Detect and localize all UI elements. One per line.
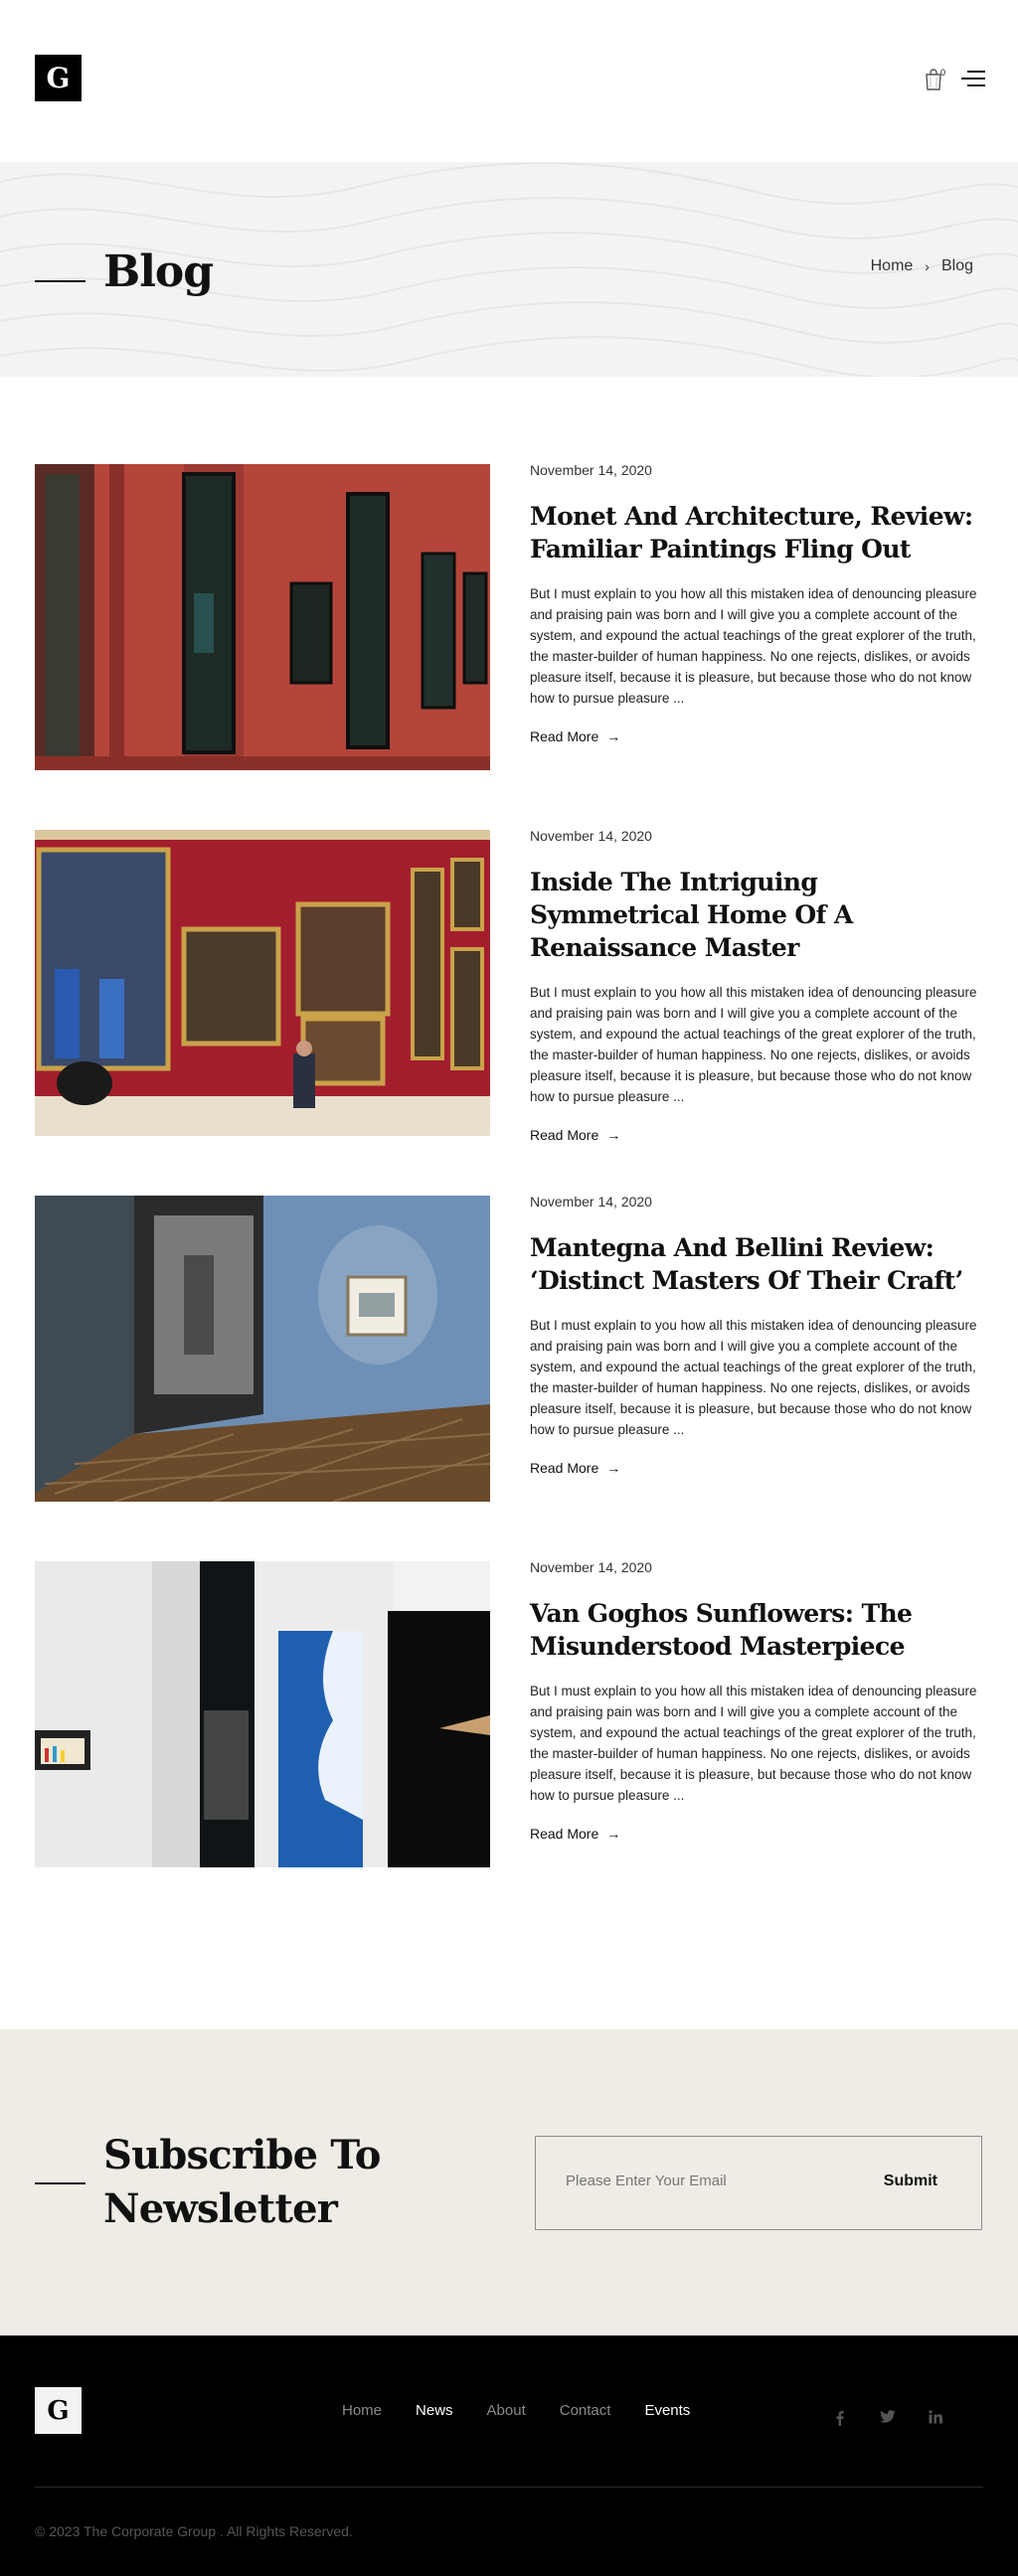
footer-logo[interactable]: G bbox=[35, 2387, 82, 2434]
post-excerpt: But I must explain to you how all this mistaken idea of denouncing pleasure and praising pain was born and I will give you a complete account of the system, and expound the actual teachings of the great explorer of the truth, the master-builder of human happiness. No one rejects, dislikes, or avoids pleasure itself, because it is pleasure, but because those who do not know how to pursue pleasure ... bbox=[530, 985, 977, 1104]
post-title[interactable]: Monet And Architecture, Review: Familiar Paintings Fling Out bbox=[530, 502, 973, 564]
hamburger-menu-icon[interactable] bbox=[961, 71, 985, 88]
cart-count-badge: 0 bbox=[940, 68, 946, 78]
arrow-right-icon: → bbox=[606, 728, 621, 744]
arrow-right-icon: → bbox=[606, 1460, 621, 1476]
chevron-right-icon: › bbox=[925, 258, 930, 274]
read-more-label: Read More bbox=[530, 1127, 599, 1143]
post-title[interactable]: Inside The Intriguing Symmetrical Home Of A Renaissance Master bbox=[530, 868, 853, 962]
post-title[interactable]: Mantegna And Bellini Review: ‘Distinct Masters Of Their Craft’ bbox=[530, 1233, 963, 1295]
footer-nav-home[interactable]: Home bbox=[342, 2402, 383, 2419]
post-content bbox=[530, 464, 983, 746]
arrow-right-icon: → bbox=[606, 1127, 621, 1143]
footer-nav-about[interactable]: About bbox=[486, 2402, 526, 2419]
title-accent-line bbox=[35, 2182, 85, 2184]
read-more-link[interactable] bbox=[530, 1127, 620, 1143]
post-excerpt: But I must explain to you how all this mistaken idea of denouncing pleasure and praising pain was born and I will give you a complete account of the system, and expound the actual teachings of the great explorer of the truth, the master-builder of human happiness. No one rejects, dislikes, or avoids pleasure itself, because it is pleasure, but because those who do not know how to pursue pleasure ... bbox=[530, 1684, 977, 1803]
blog-post-card bbox=[35, 464, 983, 770]
post-excerpt: But I must explain to you how all this mistaken idea of denouncing pleasure and praising pain was born and I will give you a complete account of the system, and expound the actual teachings of the great explorer of the truth, the master-builder of human happiness. No one rejects, dislikes, or avoids pleasure itself, because it is pleasure, but because those who do not know how to pursue pleasure ... bbox=[530, 1318, 977, 1437]
email-input[interactable] bbox=[566, 2173, 844, 2189]
page-banner bbox=[0, 162, 1018, 377]
read-more-label: Read More bbox=[530, 1826, 599, 1842]
blog-post-card bbox=[35, 828, 983, 1143]
newsletter-form bbox=[535, 2136, 982, 2230]
footer-nav-events[interactable]: Events bbox=[644, 2402, 691, 2419]
site-logo[interactable]: G bbox=[35, 55, 82, 101]
post-date: November 14, 2020 bbox=[530, 828, 652, 844]
post-excerpt: But I must explain to you how all this mistaken idea of denouncing pleasure and praising pain was born and I will give you a complete account of the system, and expound the actual teachings of the great explorer of the truth, the master-builder of human happiness. No one rejects, dislikes, or avoids pleasure itself, because it is pleasure, but because those who do not know how to pursue pleasure ... bbox=[530, 586, 977, 706]
linkedin-icon[interactable] bbox=[927, 2410, 944, 2428]
submit-button[interactable]: Submit bbox=[883, 2173, 937, 2189]
page-title: Blog bbox=[103, 246, 214, 297]
read-more-label: Read More bbox=[530, 728, 599, 744]
social-links bbox=[831, 2410, 944, 2428]
breadcrumb-current: Blog bbox=[940, 257, 973, 274]
post-image[interactable] bbox=[35, 830, 490, 1136]
post-image[interactable] bbox=[35, 1196, 490, 1502]
breadcrumb-home-link[interactable]: Home bbox=[870, 257, 914, 274]
footer-divider bbox=[35, 2487, 983, 2488]
title-accent-line bbox=[35, 280, 85, 282]
copyright-text: © 2023 The Corporate Group . All Rights Reserved. bbox=[35, 2523, 353, 2539]
post-date: November 14, 2020 bbox=[530, 1559, 652, 1575]
footer-nav-contact[interactable]: Contact bbox=[559, 2402, 611, 2419]
post-content bbox=[530, 1561, 983, 1844]
post-image[interactable] bbox=[35, 464, 490, 770]
site-footer bbox=[0, 2335, 1018, 2576]
site-header bbox=[0, 0, 1018, 162]
twitter-icon[interactable] bbox=[879, 2410, 897, 2428]
blog-post-card bbox=[35, 1561, 983, 1867]
breadcrumb bbox=[871, 257, 973, 275]
footer-nav bbox=[342, 2402, 690, 2419]
newsletter-title: Subscribe To Newsletter bbox=[103, 2132, 381, 2232]
newsletter-section bbox=[0, 2029, 1018, 2335]
footer-nav-news[interactable]: News bbox=[416, 2402, 453, 2419]
post-content bbox=[530, 830, 983, 1145]
read-more-link[interactable] bbox=[530, 1826, 620, 1842]
read-more-link[interactable] bbox=[530, 728, 620, 744]
post-image[interactable] bbox=[35, 1561, 490, 1867]
facebook-icon[interactable] bbox=[831, 2410, 849, 2428]
post-date: November 14, 2020 bbox=[530, 1194, 652, 1209]
read-more-link[interactable] bbox=[530, 1460, 620, 1476]
arrow-right-icon: → bbox=[606, 1826, 621, 1842]
post-title[interactable]: Van Goghos Sunflowers: The Misunderstood Masterpiece bbox=[530, 1599, 913, 1661]
post-content bbox=[530, 1196, 983, 1478]
post-date: November 14, 2020 bbox=[530, 462, 652, 478]
read-more-label: Read More bbox=[530, 1460, 599, 1476]
blog-post-card bbox=[35, 1196, 983, 1502]
